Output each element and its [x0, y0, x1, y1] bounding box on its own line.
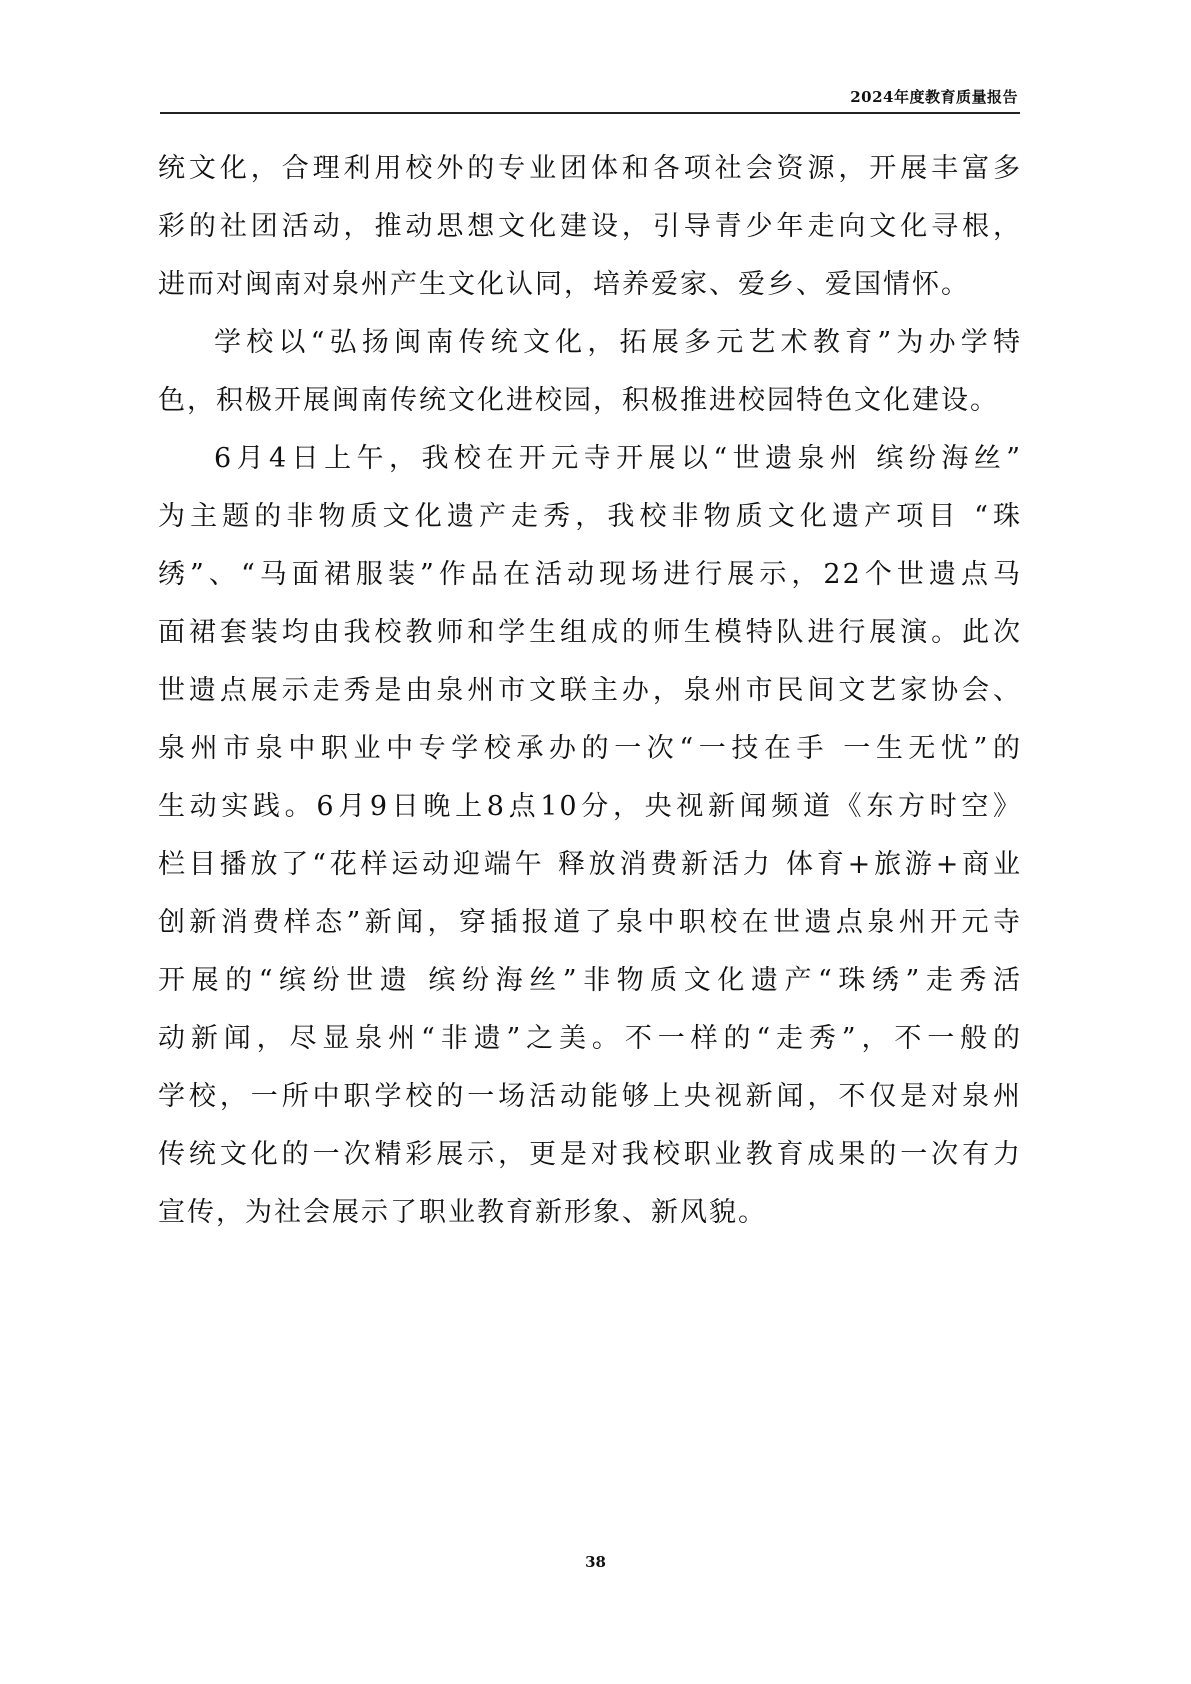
- page-number: 38: [585, 1553, 606, 1571]
- text-line: 为主题的非物质文化遗产走秀，我校非物质文化遗产项目 “珠: [158, 501, 1022, 532]
- text-line: 生动实践。6月9日晚上8点10分，央视新闻频道《东方时空》: [158, 791, 1022, 822]
- page-header: [160, 80, 1020, 114]
- text-line: 栏目播放了“花样运动迎端午 释放消费新活力 体育+旅游+商业: [158, 849, 1022, 880]
- text-line: 进而对闽南对泉州产生文化认同，培养爱家、爱乡、爱国情怀。: [158, 269, 970, 300]
- text-line: 6月4日上午，我校在开元寺开展以“世遗泉州 缤纷海丝”: [214, 443, 1022, 474]
- report-title: 2024年度教育质量报告: [850, 88, 1018, 106]
- text-line: 学校，一所中职学校的一场活动能够上央视新闻，不仅是对泉州: [158, 1081, 1022, 1112]
- text-line: 泉州市泉中职业中专学校承办的一次“一技在手 一生无忧”的: [158, 733, 1022, 764]
- text-line: 面裙套装均由我校教师和学生组成的师生模特队进行展演。此次: [158, 617, 1022, 648]
- text-line: 统文化，合理利用校外的专业团体和各项社会资源，开展丰富多: [158, 153, 1022, 184]
- text-line: 色，积极开展闽南传统文化进校园，积极推进校园特色文化建设。: [158, 385, 999, 416]
- text-line: 传统文化的一次精彩展示，更是对我校职业教育成果的一次有力: [158, 1139, 1022, 1170]
- text-line: 宣传，为社会展示了职业教育新形象、新风貌。: [158, 1197, 767, 1228]
- text-line: 绣”、“马面裙服装”作品在活动现场进行展示，22个世遗点马: [158, 559, 1022, 590]
- text-line: 创新消费样态”新闻，穿插报道了泉中职校在世遗点泉州开元寺: [158, 907, 1022, 938]
- text-line: 学校以“弘扬闽南传统文化，拓展多元艺术教育”为办学特: [214, 327, 1022, 358]
- text-line: 世遗点展示走秀是由泉州市文联主办，泉州市民间文艺家协会、: [158, 675, 1022, 706]
- text-line: 彩的社团活动，推动思想文化建设，引导青少年走向文化寻根，: [158, 211, 1022, 242]
- body-text: [158, 140, 1022, 1242]
- text-line: 动新闻，尽显泉州“非遗”之美。不一样的“走秀”，不一般的: [158, 1023, 1022, 1054]
- text-line: 开展的“缤纷世遗 缤纷海丝”非物质文化遗产“珠绣”走秀活: [158, 965, 1022, 996]
